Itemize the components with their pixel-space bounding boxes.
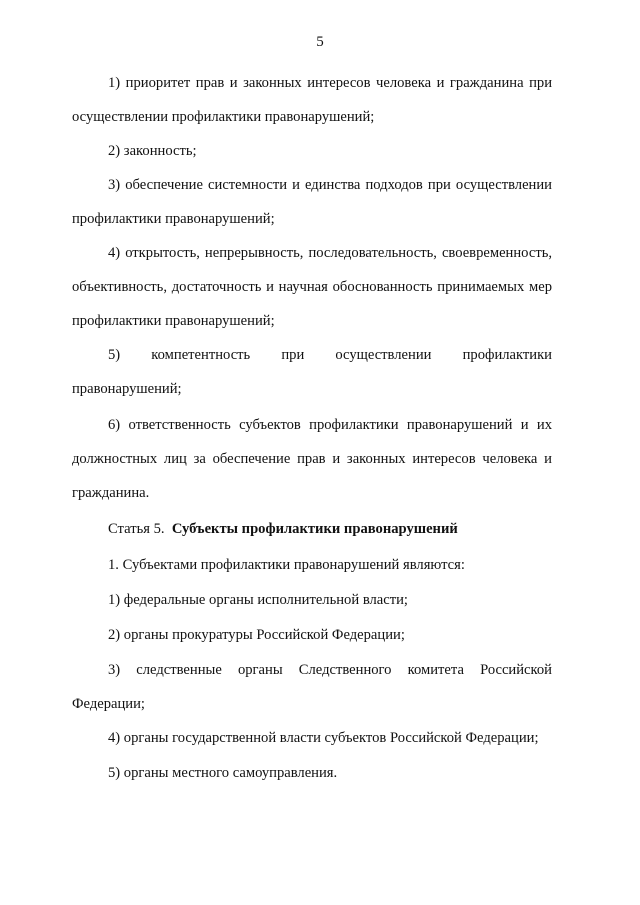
article-title: Субъекты профилактики правонарушений [171,521,458,537]
article-item-1: 1. Субъектами профилактики правонарушений являются: [108,557,465,573]
article-item-3: 2) органы прокуратуры Российской Федерации; [108,627,405,643]
paragraph-6: 6) ответственность субъектов профилактики правонарушений и их должностных лиц за обеспечение прав и законных интересов человека и гражданина. [72,417,552,501]
article-heading [72,512,552,546]
paragraph-5: 5) компетентность при осуществлении профилактики правонарушений; [72,347,552,397]
paragraph-1: 1) приоритет прав и законных интересов человека и гражданина при осуществлении профилактики правонарушений; [72,75,552,125]
article-label: Статья 5. [108,521,165,537]
paragraph-4: 4) открытость, непрерывность, последовательность, своевременность, объективность, достаточность и научная обоснованность принимаемых мер профилактики правонарушений; [72,245,552,329]
article-item-4: 3) следственные органы Следственного комитета Российской Федерации; [72,662,552,712]
article-item-5: 4) органы государственной власти субъектов Российской Федерации; [108,730,539,746]
paragraph-3: 3) обеспечение системности и единства подходов при осуществлении профилактики правонарушений; [72,177,552,227]
page-number: 5 [316,34,324,50]
article-item-2: 1) федеральные органы исполнительной власти; [108,592,408,608]
article-item-6: 5) органы местного самоуправления. [108,765,338,781]
paragraph-2: 2) законность; [108,143,197,159]
